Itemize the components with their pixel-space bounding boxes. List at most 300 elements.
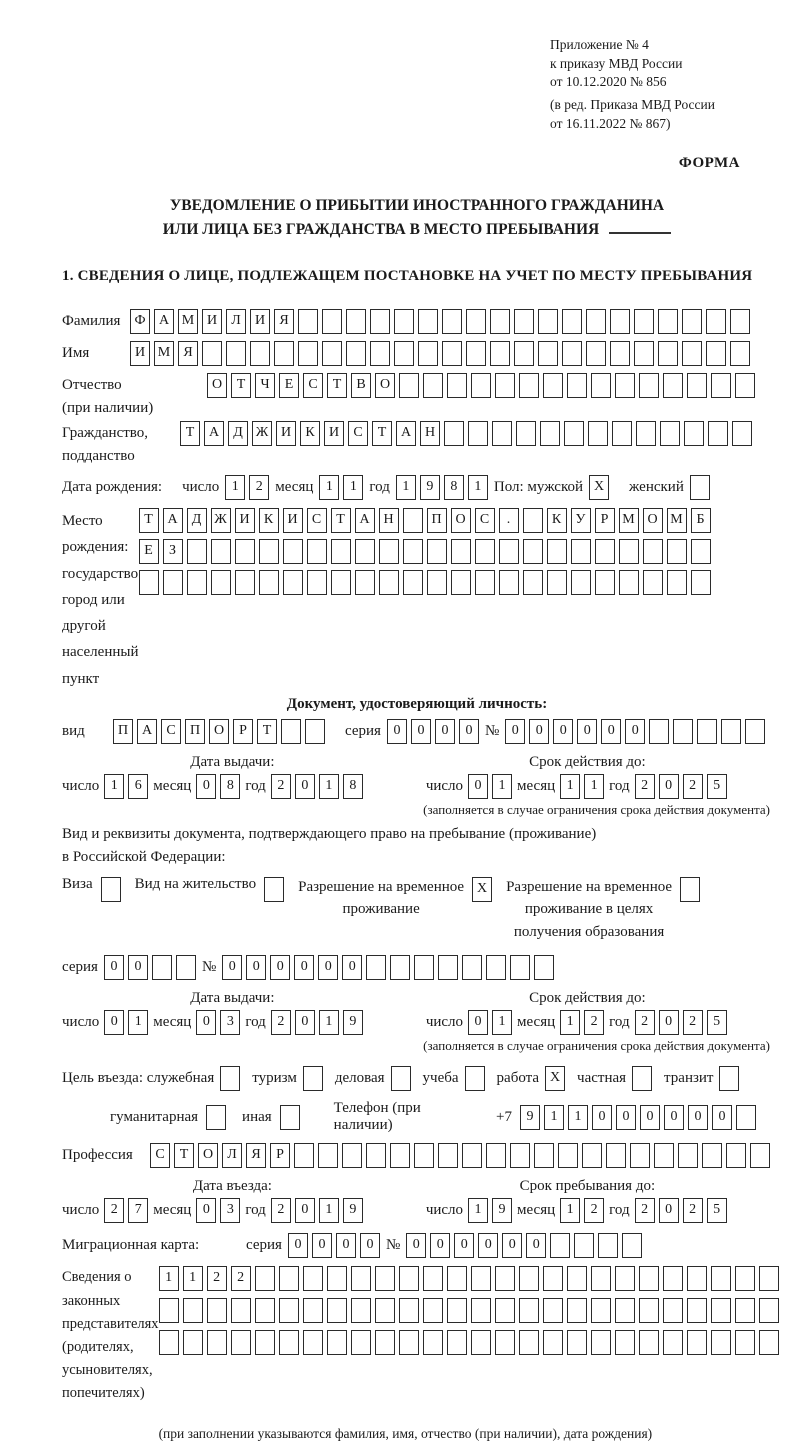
char-cell[interactable]: 1: [225, 475, 245, 500]
char-cell[interactable]: Т: [139, 508, 159, 533]
char-cell[interactable]: .: [499, 508, 519, 533]
char-cell[interactable]: [211, 570, 231, 595]
char-cell[interactable]: 1: [560, 1198, 580, 1223]
char-cell[interactable]: [687, 1266, 707, 1291]
char-cell[interactable]: М: [154, 341, 174, 366]
char-cell[interactable]: [327, 1266, 347, 1291]
char-cell[interactable]: [567, 1330, 587, 1355]
char-cell[interactable]: [355, 570, 375, 595]
char-cell[interactable]: [643, 570, 663, 595]
char-cell[interactable]: [750, 1143, 770, 1168]
char-cell[interactable]: [471, 1266, 491, 1291]
char-cell[interactable]: Т: [331, 508, 351, 533]
char-cell[interactable]: [462, 1143, 482, 1168]
char-cell[interactable]: [466, 309, 486, 334]
char-cell[interactable]: [538, 309, 558, 334]
char-cell[interactable]: Д: [228, 421, 248, 446]
char-cell[interactable]: [399, 373, 419, 398]
char-cell[interactable]: 0: [104, 955, 124, 980]
char-cell[interactable]: 9: [343, 1198, 363, 1223]
char-cell[interactable]: [612, 421, 632, 446]
char-cell[interactable]: [571, 539, 591, 564]
char-cell[interactable]: И: [235, 508, 255, 533]
char-cell[interactable]: [639, 1330, 659, 1355]
char-cell[interactable]: А: [154, 309, 174, 334]
char-cell[interactable]: [427, 539, 447, 564]
char-cell[interactable]: И: [250, 309, 270, 334]
char-cell[interactable]: [322, 341, 342, 366]
char-cell[interactable]: [615, 373, 635, 398]
char-cell[interactable]: [639, 1266, 659, 1291]
char-cell[interactable]: 0: [502, 1233, 522, 1258]
char-cell[interactable]: Я: [178, 341, 198, 366]
char-cell[interactable]: 1: [104, 774, 124, 799]
char-cell[interactable]: 0: [411, 719, 431, 744]
char-cell[interactable]: [615, 1266, 635, 1291]
char-cell[interactable]: [510, 1143, 530, 1168]
char-cell[interactable]: [687, 1298, 707, 1323]
char-cell[interactable]: [283, 570, 303, 595]
char-cell[interactable]: [558, 1143, 578, 1168]
char-cell[interactable]: [303, 1330, 323, 1355]
char-cell[interactable]: В: [351, 373, 371, 398]
char-cell[interactable]: [490, 309, 510, 334]
char-cell[interactable]: [298, 309, 318, 334]
char-cell[interactable]: С: [307, 508, 327, 533]
char-cell[interactable]: [298, 341, 318, 366]
char-cell[interactable]: [279, 1330, 299, 1355]
char-cell[interactable]: Ф: [130, 309, 150, 334]
char-cell[interactable]: [663, 1266, 683, 1291]
char-cell[interactable]: [211, 539, 231, 564]
char-cell[interactable]: [322, 309, 342, 334]
char-cell[interactable]: [379, 570, 399, 595]
char-cell[interactable]: 2: [231, 1266, 251, 1291]
char-cell[interactable]: [730, 309, 750, 334]
char-cell[interactable]: О: [207, 373, 227, 398]
char-cell[interactable]: [331, 539, 351, 564]
char-cell[interactable]: [327, 1298, 347, 1323]
char-cell[interactable]: [355, 539, 375, 564]
char-cell[interactable]: [619, 539, 639, 564]
char-cell[interactable]: [187, 570, 207, 595]
char-cell[interactable]: [471, 1298, 491, 1323]
char-cell[interactable]: [303, 1298, 323, 1323]
char-cell[interactable]: К: [547, 508, 567, 533]
char-cell[interactable]: 0: [592, 1105, 612, 1130]
char-cell[interactable]: [622, 1233, 642, 1258]
char-cell[interactable]: [447, 373, 467, 398]
char-cell[interactable]: [534, 1143, 554, 1168]
char-cell[interactable]: [610, 309, 630, 334]
char-cell[interactable]: С: [150, 1143, 170, 1168]
char-cell[interactable]: 0: [270, 955, 290, 980]
char-cell[interactable]: [283, 539, 303, 564]
char-cell[interactable]: 1: [128, 1010, 148, 1035]
char-cell[interactable]: [682, 309, 702, 334]
char-cell[interactable]: [538, 341, 558, 366]
char-cell[interactable]: [634, 309, 654, 334]
char-cell[interactable]: 0: [295, 774, 315, 799]
char-cell[interactable]: [562, 341, 582, 366]
char-cell[interactable]: [475, 539, 495, 564]
char-cell[interactable]: А: [204, 421, 224, 446]
char-cell[interactable]: [255, 1330, 275, 1355]
char-cell[interactable]: [139, 570, 159, 595]
char-cell[interactable]: 0: [246, 955, 266, 980]
char-cell[interactable]: 0: [295, 1010, 315, 1035]
char-cell[interactable]: [394, 309, 414, 334]
char-cell[interactable]: Р: [595, 508, 615, 533]
char-cell[interactable]: 2: [271, 774, 291, 799]
char-cell[interactable]: [543, 1266, 563, 1291]
char-cell[interactable]: [523, 508, 543, 533]
char-cell[interactable]: Я: [246, 1143, 266, 1168]
char-cell[interactable]: 1: [544, 1105, 564, 1130]
char-cell[interactable]: [366, 955, 386, 980]
char-cell[interactable]: [366, 1143, 386, 1168]
char-cell[interactable]: [514, 341, 534, 366]
char-cell[interactable]: 0: [459, 719, 479, 744]
char-cell[interactable]: [495, 373, 515, 398]
char-cell[interactable]: 0: [312, 1233, 332, 1258]
char-cell[interactable]: [423, 373, 443, 398]
char-cell[interactable]: 9: [492, 1198, 512, 1223]
char-cell[interactable]: 0: [196, 774, 216, 799]
char-cell[interactable]: [159, 1330, 179, 1355]
char-cell[interactable]: [726, 1143, 746, 1168]
char-cell[interactable]: Л: [222, 1143, 242, 1168]
char-cell[interactable]: [305, 719, 325, 744]
char-cell[interactable]: 0: [196, 1010, 216, 1035]
char-cell[interactable]: 2: [249, 475, 269, 500]
char-cell[interactable]: П: [113, 719, 133, 744]
char-cell[interactable]: А: [137, 719, 157, 744]
char-cell[interactable]: [654, 1143, 674, 1168]
char-cell[interactable]: [547, 539, 567, 564]
char-cell[interactable]: [207, 1298, 227, 1323]
char-cell[interactable]: 1: [319, 1010, 339, 1035]
char-cell[interactable]: [307, 539, 327, 564]
char-cell[interactable]: [745, 719, 765, 744]
char-cell[interactable]: Е: [279, 373, 299, 398]
char-cell[interactable]: [547, 570, 567, 595]
char-cell[interactable]: [691, 570, 711, 595]
char-cell[interactable]: [543, 1330, 563, 1355]
char-cell[interactable]: Ж: [211, 508, 231, 533]
char-cell[interactable]: [492, 421, 512, 446]
char-cell[interactable]: 0: [659, 1010, 679, 1035]
char-cell[interactable]: [702, 1143, 722, 1168]
char-cell[interactable]: 0: [659, 1198, 679, 1223]
char-cell[interactable]: 0: [505, 719, 525, 744]
char-cell[interactable]: [711, 1330, 731, 1355]
char-cell[interactable]: 1: [468, 1198, 488, 1223]
char-cell[interactable]: [591, 373, 611, 398]
char-cell[interactable]: 0: [640, 1105, 660, 1130]
char-cell[interactable]: 3: [220, 1010, 240, 1035]
char-cell[interactable]: [375, 1266, 395, 1291]
char-cell[interactable]: [567, 373, 587, 398]
char-cell[interactable]: [562, 309, 582, 334]
char-cell[interactable]: [255, 1298, 275, 1323]
char-cell[interactable]: 8: [343, 774, 363, 799]
char-cell[interactable]: [732, 421, 752, 446]
char-cell[interactable]: [423, 1330, 443, 1355]
char-cell[interactable]: [423, 1266, 443, 1291]
char-cell[interactable]: 2: [683, 1198, 703, 1223]
char-cell[interactable]: 0: [478, 1233, 498, 1258]
char-cell[interactable]: [159, 1298, 179, 1323]
char-cell[interactable]: [351, 1330, 371, 1355]
char-cell[interactable]: [667, 570, 687, 595]
char-cell[interactable]: [442, 309, 462, 334]
char-cell[interactable]: [280, 1105, 300, 1130]
char-cell[interactable]: [660, 421, 680, 446]
char-cell[interactable]: 0: [222, 955, 242, 980]
char-cell[interactable]: [615, 1330, 635, 1355]
char-cell[interactable]: 0: [318, 955, 338, 980]
char-cell[interactable]: 9: [420, 475, 440, 500]
char-cell[interactable]: 0: [435, 719, 455, 744]
char-cell[interactable]: [684, 421, 704, 446]
char-cell[interactable]: [591, 1330, 611, 1355]
char-cell[interactable]: [619, 570, 639, 595]
char-cell[interactable]: 0: [360, 1233, 380, 1258]
char-cell[interactable]: [468, 421, 488, 446]
char-cell[interactable]: О: [198, 1143, 218, 1168]
char-cell[interactable]: 1: [492, 1010, 512, 1035]
char-cell[interactable]: 0: [294, 955, 314, 980]
char-cell[interactable]: [399, 1330, 419, 1355]
char-cell[interactable]: [281, 719, 301, 744]
char-cell[interactable]: [591, 1266, 611, 1291]
char-cell[interactable]: [736, 1105, 756, 1130]
char-cell[interactable]: [523, 570, 543, 595]
char-cell[interactable]: [543, 1298, 563, 1323]
char-cell[interactable]: 0: [288, 1233, 308, 1258]
char-cell[interactable]: [466, 341, 486, 366]
char-cell[interactable]: [690, 475, 710, 500]
char-cell[interactable]: С: [303, 373, 323, 398]
char-cell[interactable]: Ж: [252, 421, 272, 446]
char-cell[interactable]: И: [283, 508, 303, 533]
char-cell[interactable]: [259, 539, 279, 564]
char-cell[interactable]: [176, 955, 196, 980]
char-cell[interactable]: 2: [271, 1010, 291, 1035]
char-cell[interactable]: [687, 1330, 707, 1355]
char-cell[interactable]: [451, 570, 471, 595]
char-cell[interactable]: [403, 570, 423, 595]
char-cell[interactable]: [231, 1298, 251, 1323]
char-cell[interactable]: [101, 877, 121, 902]
char-cell[interactable]: С: [161, 719, 181, 744]
char-cell[interactable]: 1: [584, 774, 604, 799]
char-cell[interactable]: К: [300, 421, 320, 446]
char-cell[interactable]: 2: [584, 1010, 604, 1035]
char-cell[interactable]: [231, 1330, 251, 1355]
char-cell[interactable]: [574, 1233, 594, 1258]
char-cell[interactable]: [759, 1330, 779, 1355]
char-cell[interactable]: [730, 341, 750, 366]
char-cell[interactable]: 2: [104, 1198, 124, 1223]
char-cell[interactable]: [519, 1298, 539, 1323]
char-cell[interactable]: X: [545, 1066, 565, 1091]
char-cell[interactable]: [327, 1330, 347, 1355]
char-cell[interactable]: [259, 570, 279, 595]
char-cell[interactable]: З: [163, 539, 183, 564]
char-cell[interactable]: С: [475, 508, 495, 533]
char-cell[interactable]: [711, 373, 731, 398]
char-cell[interactable]: [307, 570, 327, 595]
char-cell[interactable]: [682, 341, 702, 366]
char-cell[interactable]: М: [667, 508, 687, 533]
char-cell[interactable]: [235, 570, 255, 595]
char-cell[interactable]: [414, 1143, 434, 1168]
char-cell[interactable]: 2: [683, 774, 703, 799]
char-cell[interactable]: [451, 539, 471, 564]
char-cell[interactable]: [471, 373, 491, 398]
char-cell[interactable]: [163, 570, 183, 595]
char-cell[interactable]: [735, 1266, 755, 1291]
char-cell[interactable]: О: [375, 373, 395, 398]
char-cell[interactable]: 1: [183, 1266, 203, 1291]
char-cell[interactable]: [567, 1298, 587, 1323]
char-cell[interactable]: [610, 341, 630, 366]
char-cell[interactable]: [514, 309, 534, 334]
char-cell[interactable]: [444, 421, 464, 446]
char-cell[interactable]: [379, 539, 399, 564]
char-cell[interactable]: [471, 1330, 491, 1355]
char-cell[interactable]: Р: [270, 1143, 290, 1168]
char-cell[interactable]: [673, 719, 693, 744]
char-cell[interactable]: 2: [584, 1198, 604, 1223]
char-cell[interactable]: И: [130, 341, 150, 366]
char-cell[interactable]: Н: [379, 508, 399, 533]
char-cell[interactable]: 0: [577, 719, 597, 744]
char-cell[interactable]: 0: [468, 1010, 488, 1035]
char-cell[interactable]: [519, 1330, 539, 1355]
char-cell[interactable]: 1: [492, 774, 512, 799]
char-cell[interactable]: [346, 341, 366, 366]
char-cell[interactable]: [399, 1266, 419, 1291]
char-cell[interactable]: [630, 1143, 650, 1168]
char-cell[interactable]: 0: [526, 1233, 546, 1258]
char-cell[interactable]: [447, 1298, 467, 1323]
char-cell[interactable]: 2: [207, 1266, 227, 1291]
char-cell[interactable]: 1: [319, 1198, 339, 1223]
char-cell[interactable]: [571, 570, 591, 595]
char-cell[interactable]: 0: [430, 1233, 450, 1258]
char-cell[interactable]: [427, 570, 447, 595]
char-cell[interactable]: [418, 309, 438, 334]
char-cell[interactable]: [418, 341, 438, 366]
char-cell[interactable]: Я: [274, 309, 294, 334]
char-cell[interactable]: 8: [444, 475, 464, 500]
char-cell[interactable]: [351, 1298, 371, 1323]
char-cell[interactable]: [658, 341, 678, 366]
char-cell[interactable]: [658, 309, 678, 334]
char-cell[interactable]: 6: [128, 774, 148, 799]
char-cell[interactable]: 0: [104, 1010, 124, 1035]
char-cell[interactable]: 0: [406, 1233, 426, 1258]
char-cell[interactable]: [206, 1105, 226, 1130]
char-cell[interactable]: [423, 1298, 443, 1323]
char-cell[interactable]: [567, 1266, 587, 1291]
char-cell[interactable]: [375, 1298, 395, 1323]
char-cell[interactable]: [399, 1298, 419, 1323]
char-cell[interactable]: [342, 1143, 362, 1168]
char-cell[interactable]: 1: [560, 1010, 580, 1035]
char-cell[interactable]: П: [427, 508, 447, 533]
char-cell[interactable]: 0: [454, 1233, 474, 1258]
char-cell[interactable]: Ч: [255, 373, 275, 398]
char-cell[interactable]: [279, 1298, 299, 1323]
char-cell[interactable]: [465, 1066, 485, 1091]
char-cell[interactable]: О: [209, 719, 229, 744]
char-cell[interactable]: [586, 341, 606, 366]
char-cell[interactable]: Е: [139, 539, 159, 564]
char-cell[interactable]: О: [643, 508, 663, 533]
char-cell[interactable]: [318, 1143, 338, 1168]
char-cell[interactable]: 0: [712, 1105, 732, 1130]
char-cell[interactable]: [706, 341, 726, 366]
char-cell[interactable]: А: [396, 421, 416, 446]
char-cell[interactable]: [187, 539, 207, 564]
char-cell[interactable]: [303, 1066, 323, 1091]
char-cell[interactable]: [606, 1143, 626, 1168]
char-cell[interactable]: [595, 539, 615, 564]
char-cell[interactable]: [486, 955, 506, 980]
char-cell[interactable]: [438, 1143, 458, 1168]
char-cell[interactable]: 3: [220, 1198, 240, 1223]
char-cell[interactable]: 7: [128, 1198, 148, 1223]
char-cell[interactable]: 0: [616, 1105, 636, 1130]
char-cell[interactable]: [697, 719, 717, 744]
char-cell[interactable]: [564, 421, 584, 446]
char-cell[interactable]: [370, 309, 390, 334]
char-cell[interactable]: 0: [625, 719, 645, 744]
char-cell[interactable]: [294, 1143, 314, 1168]
char-cell[interactable]: Д: [187, 508, 207, 533]
char-cell[interactable]: Т: [231, 373, 251, 398]
char-cell[interactable]: 2: [635, 1198, 655, 1223]
char-cell[interactable]: И: [324, 421, 344, 446]
char-cell[interactable]: [447, 1330, 467, 1355]
char-cell[interactable]: 1: [343, 475, 363, 500]
char-cell[interactable]: [403, 508, 423, 533]
char-cell[interactable]: [759, 1266, 779, 1291]
char-cell[interactable]: [615, 1298, 635, 1323]
char-cell[interactable]: С: [348, 421, 368, 446]
char-cell[interactable]: 0: [468, 774, 488, 799]
char-cell[interactable]: [735, 1330, 755, 1355]
char-cell[interactable]: 0: [387, 719, 407, 744]
char-cell[interactable]: К: [259, 508, 279, 533]
char-cell[interactable]: Р: [233, 719, 253, 744]
char-cell[interactable]: [220, 1066, 240, 1091]
char-cell[interactable]: [708, 421, 728, 446]
char-cell[interactable]: [667, 539, 687, 564]
char-cell[interactable]: X: [589, 475, 609, 500]
char-cell[interactable]: [510, 955, 530, 980]
char-cell[interactable]: [390, 955, 410, 980]
char-cell[interactable]: [438, 955, 458, 980]
char-cell[interactable]: [519, 1266, 539, 1291]
char-cell[interactable]: 5: [707, 1198, 727, 1223]
char-cell[interactable]: [370, 341, 390, 366]
char-cell[interactable]: 1: [319, 774, 339, 799]
